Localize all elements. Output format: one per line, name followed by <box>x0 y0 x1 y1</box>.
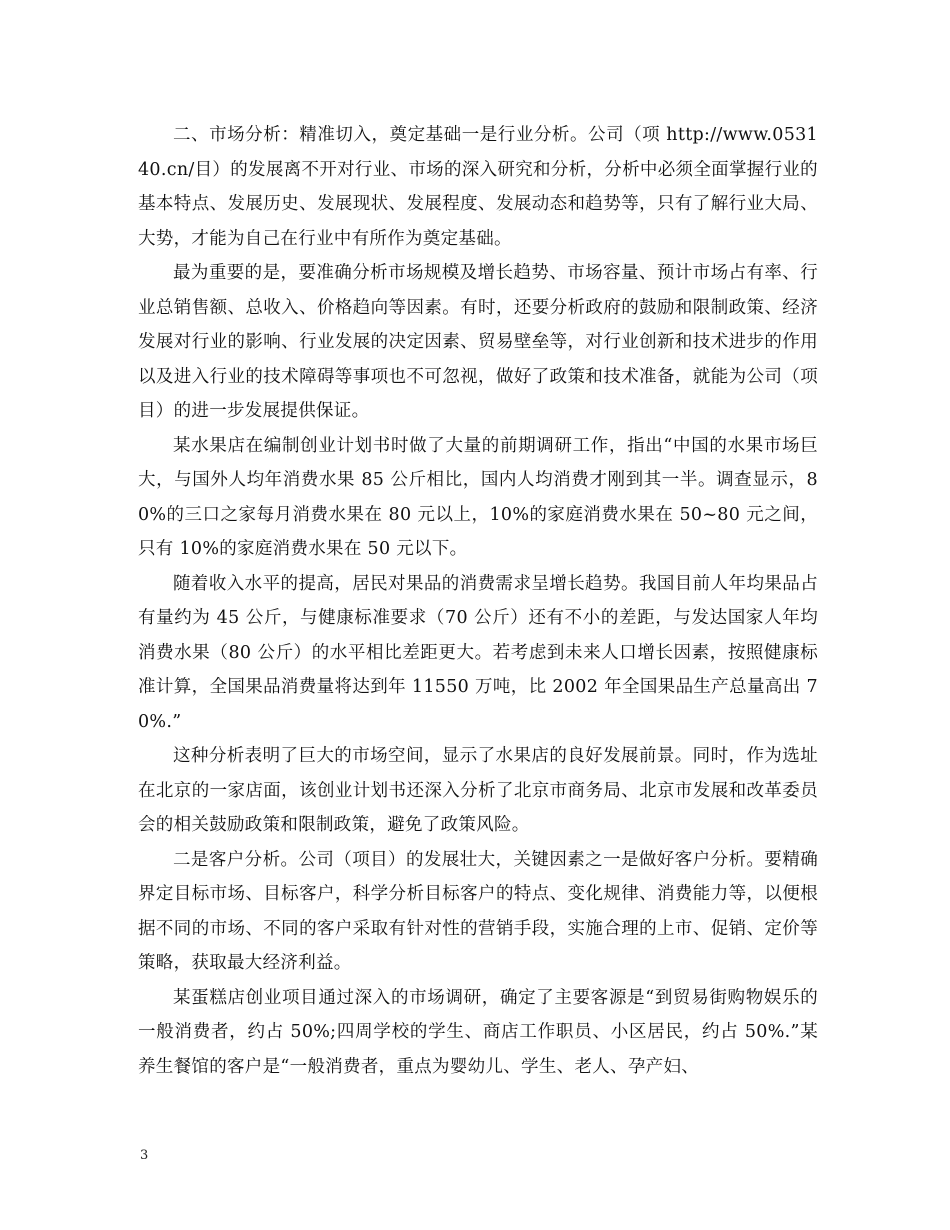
page-number: 3 <box>140 1148 149 1163</box>
paragraph-market-space: 这种分析表明了巨大的市场空间，显示了水果店的良好发展前景。同时，作为选址在北京的一家店面，该创业计划书还深入分析了北京市商务局、北京市发展和改革委员会的相关鼓励政策和限制政策，避免了政策风险。 <box>138 746 818 835</box>
paragraph-industry-analysis: 二、市场分析：精准切入，奠定基础一是行业分析。公司（项 http://www.053140.cn/目）的发展离不开对行业、市场的深入研究和分析，分析中必须全面掌握行业的基本特点、发展历史、发展现状、发展程度、发展动态和趋势等，只有了解行业大局、大势，才能为自己在行业中有所作为奠定基础。 <box>138 125 818 249</box>
paragraph-market-factors: 最为重要的是，要准确分析市场规模及增长趋势、市场容量、预计市场占有率、行业总销售额、总收入、价格趋向等因素。有时，还要分析政府的鼓励和限制政策、经济发展对行业的影响、行业发展的决定因素、贸易壁垒等，对行业创新和技术进步的作用以及进入行业的技术障碍等事项也不可忽视，做好了政策和技术准备，就能为公司（项目）的进一步发展提供保证。 <box>138 263 818 421</box>
body-text <box>138 118 818 1084</box>
paragraph-fruit-consumption: 随着收入水平的提高，居民对果品的消费需求呈增长趋势。我国目前人年均果品占有量约为 45 公斤，与健康标准要求（70 公斤）还有不小的差距，与发达国家人年均消费水果（80 公斤）的水平相比差距更大。若考虑到未来人口增长因素，按照健康标准计算，全国果品消费量将达到年 11550 万吨，比 2002 年全国果品生产总量高出 70%.” <box>138 573 818 732</box>
paragraph-fruit-store-research: 某水果店在编制创业计划书时做了大量的前期调研工作，指出“中国的水果市场巨大，与国外人均年消费水果 85 公斤相比，国内人均消费才刚到其一半。调查显示，80%的三口之家每月消费水果在 80 元以上，10%的家庭消费水果在 50~80 元之间，只有 10%的家庭消费水果在 50 元以下。 <box>138 435 818 559</box>
paragraph-cake-shop-example: 某蛋糕店创业项目通过深入的市场调研，确定了主要客源是“到贸易街购物娱乐的一般消费者，约占 50%;四周学校的学生、商店工作职员、小区居民，约占 50%.”某养生餐馆的客户是“一般消费者，重点为婴幼儿、学生、老人、孕产妇、 <box>138 987 818 1077</box>
paragraph-customer-analysis: 二是客户分析。公司（项目）的发展壮大，关键因素之一是做好客户分析。要精确界定目标市场、目标客户，科学分析目标客户的特点、变化规律、消费能力等，以便根据不同的市场、不同的客户采取有针对性的营销手段，实施合理的上市、促销、定价等策略，获取最大经济利益。 <box>138 849 818 973</box>
